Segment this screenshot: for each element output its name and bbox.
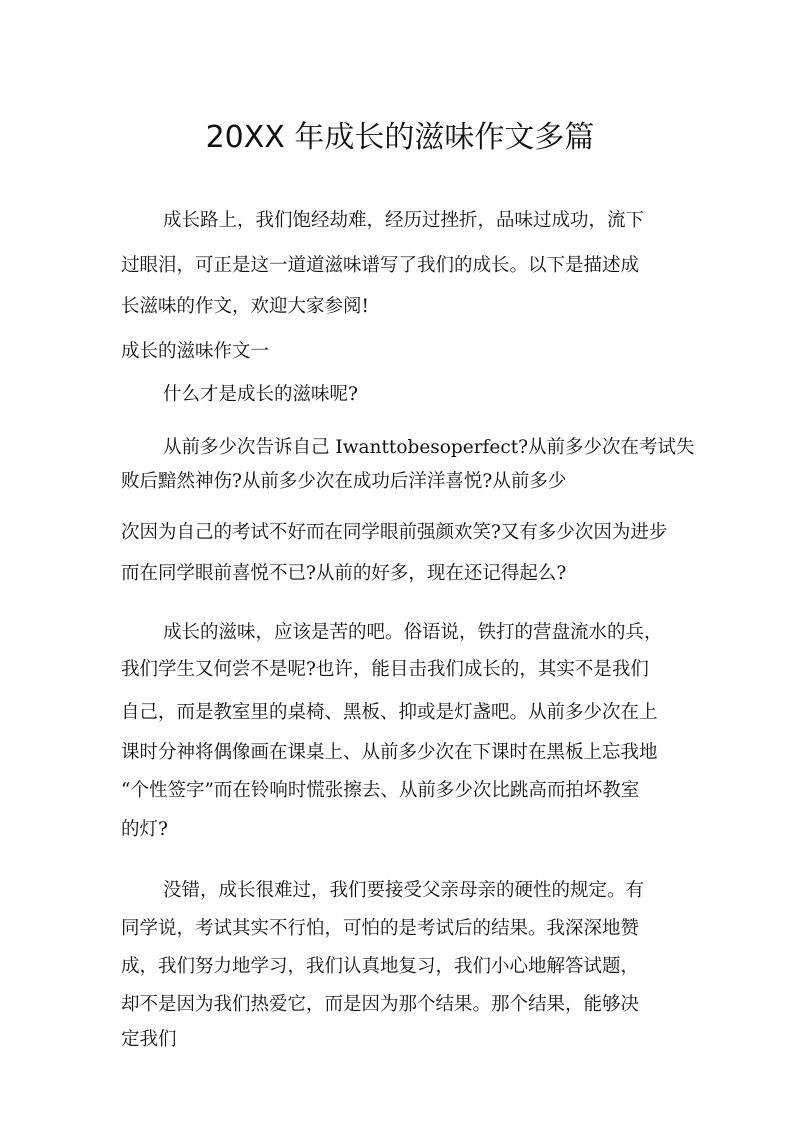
- section-heading: 成长的滋味作文一: [121, 341, 270, 362]
- paragraph-2-line: 自己，而是教室里的桌椅、黑板、抑或是灯盏吧。从前多少次在上: [121, 702, 658, 723]
- intro-line: 长滋味的作文，欢迎大家参阅!: [121, 296, 369, 317]
- paragraph-3-line: 同学说，考试其实不行怕，可怕的是考试后的结果。我深深地赞: [121, 918, 640, 939]
- paragraph-1-line: 而在同学眼前喜悦不已?从前的好多，现在还记得起么?: [121, 563, 567, 584]
- intro-line: 成长路上，我们饱经劫难，经历过挫折，品味过成功，流下: [163, 210, 645, 231]
- paragraph-2-line: 的灯?: [121, 819, 168, 840]
- document-title: 20XX 年成长的滋味作文多篇: [205, 120, 595, 155]
- paragraph-2-line: 成长的滋味，应该是苦的吧。俗语说，铁打的营盘流水的兵，: [163, 622, 663, 643]
- paragraph-1-line: 次因为自己的考试不好而在同学眼前强颜欢笑?又有多少次因为进步: [121, 522, 668, 543]
- paragraph-2-line: “个性签字”而在铃响时慌张擦去、从前多少次比跳高而拍坏教室: [121, 780, 640, 801]
- question-line: 什么才是成长的滋味呢?: [163, 384, 358, 405]
- paragraph-3-line: 却不是因为我们热爱它，而是因为那个结果。那个结果，能够决: [121, 994, 640, 1015]
- paragraph-3-line: 没错，成长很难过，我们要接受父亲母亲的硬性的规定。有: [163, 880, 645, 901]
- paragraph-1-line: 败后黯然神伤?从前多少次在成功后洋洋喜悦?从前多少: [121, 471, 567, 492]
- paragraph-1-line: 从前多少次告诉自己 Iwanttobesoperfect?从前多少次在考试失: [163, 437, 695, 458]
- paragraph-2-line: 我们学生又何尝不是呢?也许，能目击我们成长的，其实不是我们: [121, 659, 649, 680]
- paragraph-3-line: 定我们: [121, 1029, 177, 1050]
- paragraph-2-line: 课时分神将偶像画在课桌上、从前多少次在下课时在黑板上忘我地: [121, 742, 658, 763]
- intro-line: 过眼泪，可正是这一道道滋味谱写了我们的成长。以下是描述成: [121, 255, 640, 276]
- paragraph-3-line: 成，我们努力地学习，我们认真地复习，我们小心地解答试题，: [121, 956, 640, 977]
